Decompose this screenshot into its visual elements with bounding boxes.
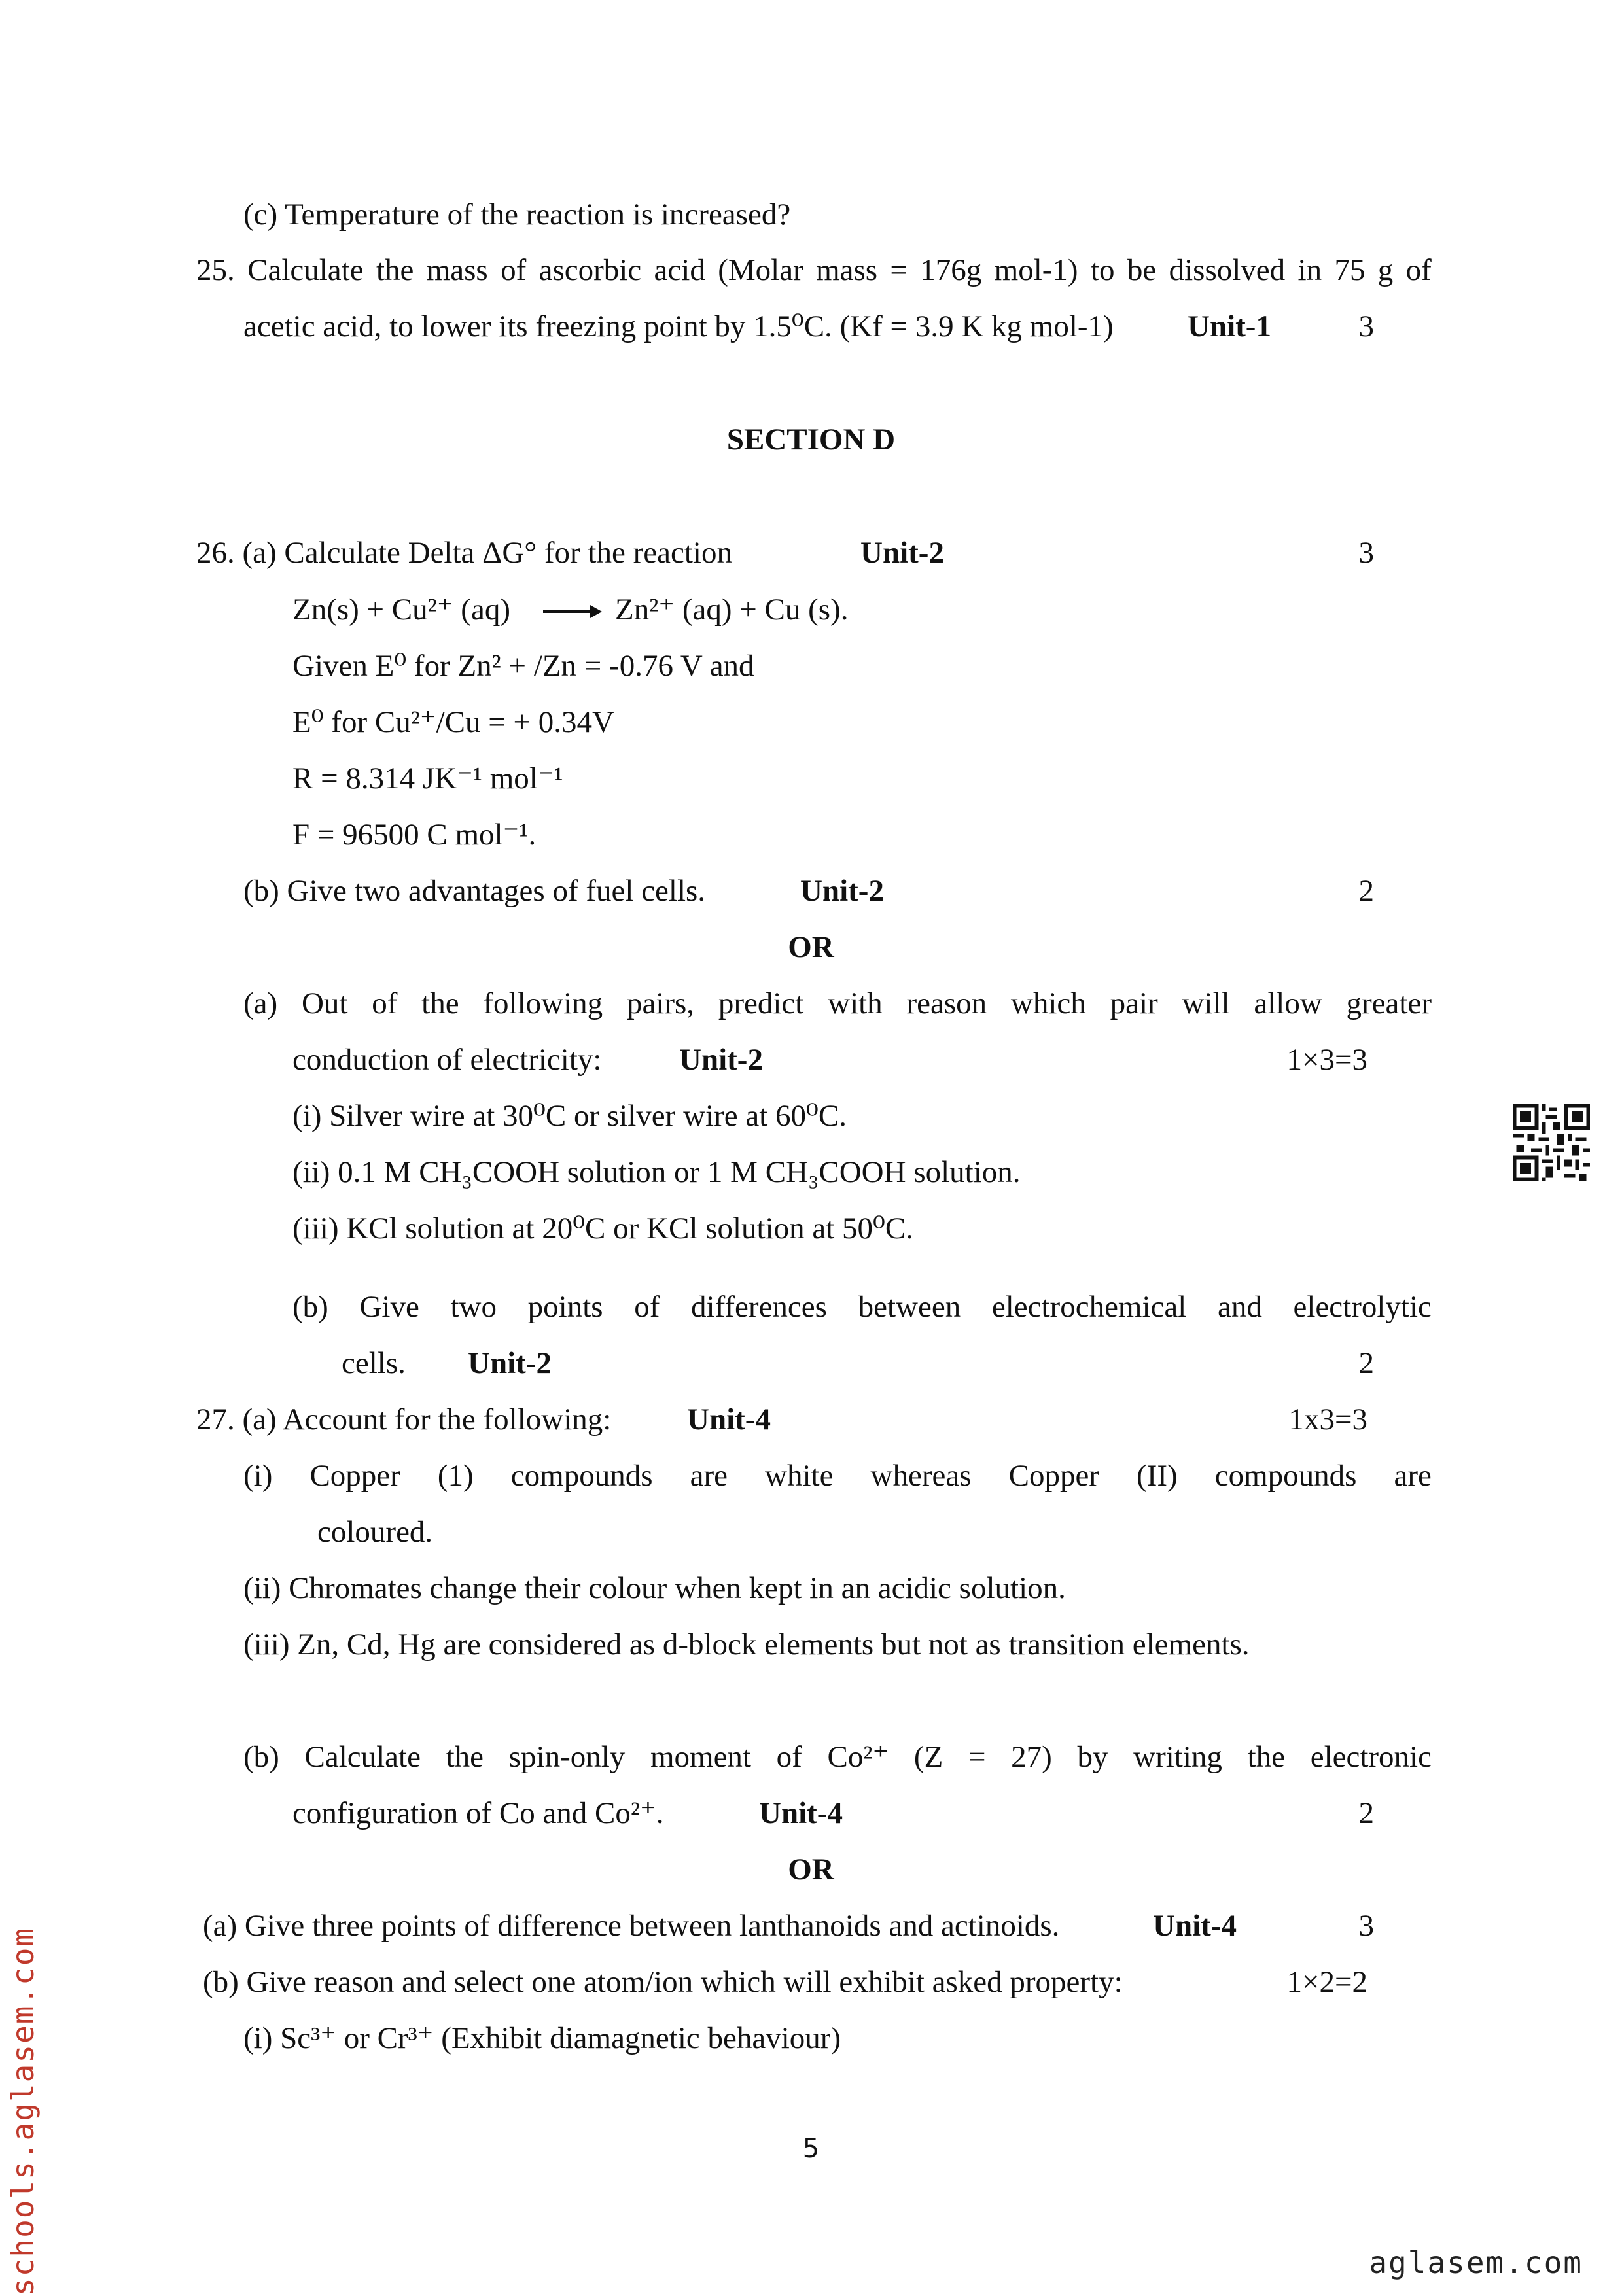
word: compounds bbox=[510, 1459, 653, 1493]
q25-marks: 3 bbox=[1358, 309, 1374, 343]
word: differences bbox=[691, 1290, 827, 1324]
q27-a-unit: Unit-4 bbox=[687, 1402, 771, 1436]
side-watermark: schools.aglasem.com bbox=[5, 1926, 41, 2296]
word: will bbox=[1182, 986, 1230, 1020]
q24-part-c: (c) Temperature of the reaction is increased? bbox=[243, 198, 791, 232]
q26-alt-iii: (iii) KCl solution at 20⁰C or KCl solution at 50⁰C. bbox=[292, 1211, 913, 1245]
word: pairs, bbox=[626, 986, 695, 1020]
word: the bbox=[376, 253, 414, 287]
q26-equation bbox=[292, 590, 848, 629]
q27-a-question: 27. (a) Account for the following: bbox=[196, 1402, 612, 1436]
word: white bbox=[765, 1459, 834, 1493]
q26-alt-a-line1 bbox=[243, 984, 1432, 1023]
page-number: 5 bbox=[802, 2134, 820, 2164]
word: (II) bbox=[1137, 1459, 1178, 1493]
word: Give bbox=[359, 1290, 419, 1324]
word: 27) bbox=[1011, 1740, 1052, 1774]
word: electrochemical bbox=[991, 1290, 1187, 1324]
q27-alt-a: (a) Give three points of difference between lanthanoids and actinoids. bbox=[203, 1909, 1060, 1943]
q27-i-line1 bbox=[243, 1456, 1432, 1495]
q27-ii: (ii) Chromates change their colour when kept in an acidic solution. bbox=[243, 1571, 1066, 1605]
word: with bbox=[828, 986, 883, 1020]
q26-given-3: R = 8.314 JK⁻¹ mol⁻¹ bbox=[292, 761, 563, 795]
word: (1) bbox=[437, 1459, 474, 1493]
q27-b-line1 bbox=[243, 1737, 1432, 1777]
q26-given-2: E⁰ for Cu²⁺/Cu = + 0.34V bbox=[292, 705, 614, 739]
word: between bbox=[858, 1290, 961, 1324]
word: Copper bbox=[309, 1459, 400, 1493]
word: g bbox=[1377, 253, 1394, 287]
q25-unit: Unit-1 bbox=[1188, 309, 1271, 343]
word: Calculate bbox=[304, 1740, 421, 1774]
word: following bbox=[483, 986, 603, 1020]
word: mass bbox=[816, 253, 878, 287]
q26-alt-a-marks: 1×3=3 bbox=[1286, 1043, 1367, 1077]
word: reason bbox=[906, 986, 987, 1020]
footer-watermark: aglasem.com bbox=[1369, 2245, 1583, 2280]
word: = bbox=[890, 253, 908, 287]
word: electronic bbox=[1310, 1740, 1432, 1774]
equation-right: Zn²⁺ (aq) + Cu (s). bbox=[614, 593, 849, 627]
q26-alt-i: (i) Silver wire at 30⁰C or silver wire at 60⁰C. bbox=[292, 1099, 847, 1133]
word: mol-1) bbox=[994, 253, 1078, 287]
word: whereas bbox=[870, 1459, 972, 1493]
q25-text: acetic acid, to lower its freezing point by 1.5⁰C. (Kf = 3.9 K kg mol-1) bbox=[243, 309, 1114, 343]
q26-alt-ii: (ii) 0.1 M CH₃COOH solution or 1 M CH₃COOH solution. bbox=[292, 1155, 1021, 1189]
q27-a-marks: 1x3=3 bbox=[1288, 1402, 1367, 1436]
word: which bbox=[1010, 986, 1086, 1020]
word: two bbox=[450, 1290, 497, 1324]
q26-given-4: F = 96500 C mol⁻¹. bbox=[292, 818, 537, 852]
q27-b-line2: configuration of Co and Co²⁺. bbox=[292, 1796, 664, 1830]
word: (a) bbox=[243, 986, 278, 1020]
q27-iii: (iii) Zn, Cd, Hg are considered as d-block elements but not as transition elements. bbox=[243, 1627, 1250, 1661]
word: in bbox=[1297, 253, 1322, 287]
section-title: SECTION D bbox=[726, 423, 896, 457]
q26-b-unit: Unit-2 bbox=[800, 874, 884, 908]
word: (b) bbox=[292, 1290, 328, 1324]
q26-a-unit: Unit-2 bbox=[860, 536, 944, 570]
word: are bbox=[1394, 1459, 1432, 1493]
q27-b-marks: 2 bbox=[1358, 1796, 1374, 1830]
q26-alt-b-line1 bbox=[292, 1287, 1432, 1327]
or-separator-1: OR bbox=[788, 930, 834, 964]
q25-line2 bbox=[243, 307, 1114, 346]
word: to bbox=[1090, 253, 1115, 287]
q26-alt-a-unit: Unit-2 bbox=[679, 1043, 763, 1077]
word: moment bbox=[650, 1740, 751, 1774]
word: acid bbox=[654, 253, 705, 287]
q26-alt-b-line2: cells. bbox=[342, 1346, 406, 1380]
or-separator-2: OR bbox=[788, 1852, 834, 1887]
word: predict bbox=[718, 986, 804, 1020]
word: Copper bbox=[1008, 1459, 1099, 1493]
q26-a-marks: 3 bbox=[1358, 536, 1374, 570]
q27-b-unit: Unit-4 bbox=[759, 1796, 843, 1830]
word: (Molar bbox=[718, 253, 803, 287]
word: dissolved bbox=[1169, 253, 1286, 287]
q26-a-question: 26. (a) Calculate Delta ΔG° for the reaction bbox=[196, 536, 732, 570]
word: by bbox=[1077, 1740, 1108, 1774]
word: 25. bbox=[196, 253, 235, 287]
word: Co²⁺ bbox=[827, 1740, 889, 1774]
word: of bbox=[501, 253, 527, 287]
word: compounds bbox=[1214, 1459, 1357, 1493]
word: the bbox=[446, 1740, 484, 1774]
word: spin-only bbox=[508, 1740, 626, 1774]
word: pair bbox=[1110, 986, 1158, 1020]
word: greater bbox=[1346, 986, 1432, 1020]
word: (i) bbox=[243, 1459, 273, 1493]
q26-alt-b-unit: Unit-2 bbox=[468, 1346, 552, 1380]
word: = bbox=[968, 1740, 986, 1774]
word: (Z bbox=[913, 1740, 943, 1774]
q26-alt-a-line2: conduction of electricity: bbox=[292, 1043, 602, 1077]
word: the bbox=[421, 986, 459, 1020]
qr-code-icon bbox=[1513, 1104, 1590, 1181]
q27-alt-b-marks: 1×2=2 bbox=[1286, 1965, 1367, 1999]
word: of bbox=[372, 986, 398, 1020]
q27-alt-a-marks: 3 bbox=[1358, 1909, 1374, 1943]
word: 176g bbox=[920, 253, 982, 287]
word: of bbox=[634, 1290, 660, 1324]
word: ascorbic bbox=[538, 253, 642, 287]
word: 75 bbox=[1334, 253, 1366, 287]
word: of bbox=[1405, 253, 1432, 287]
word: Out bbox=[301, 986, 348, 1020]
word: the bbox=[1247, 1740, 1286, 1774]
word: (b) bbox=[243, 1740, 279, 1774]
word: allow bbox=[1254, 986, 1322, 1020]
q26-given-1: Given E⁰ for Zn² + /Zn = -0.76 V and bbox=[292, 649, 754, 683]
word: are bbox=[690, 1459, 728, 1493]
q27-alt-b: (b) Give reason and select one atom/ion which will exhibit asked property: bbox=[203, 1965, 1123, 1999]
word: of bbox=[776, 1740, 802, 1774]
q27-alt-b-i: (i) Sc³⁺ or Cr³⁺ (Exhibit diamagnetic behaviour) bbox=[243, 2021, 841, 2055]
word: mass bbox=[426, 253, 488, 287]
q26-b-question: (b) Give two advantages of fuel cells. bbox=[243, 874, 706, 908]
q26-alt-b-marks: 2 bbox=[1358, 1346, 1374, 1380]
word: Calculate bbox=[247, 253, 364, 287]
q27-alt-a-unit: Unit-4 bbox=[1153, 1909, 1237, 1943]
q26-b-marks: 2 bbox=[1358, 874, 1374, 908]
q27-i-line2: coloured. bbox=[317, 1515, 433, 1549]
word: be bbox=[1127, 253, 1157, 287]
word: points bbox=[527, 1290, 603, 1324]
reaction-arrow-icon bbox=[543, 597, 602, 623]
word: and bbox=[1217, 1290, 1262, 1324]
equation-left: Zn(s) + Cu²⁺ (aq) bbox=[292, 593, 510, 627]
word: writing bbox=[1133, 1740, 1222, 1774]
q25-line1 bbox=[196, 251, 1432, 290]
word: electrolytic bbox=[1293, 1290, 1432, 1324]
